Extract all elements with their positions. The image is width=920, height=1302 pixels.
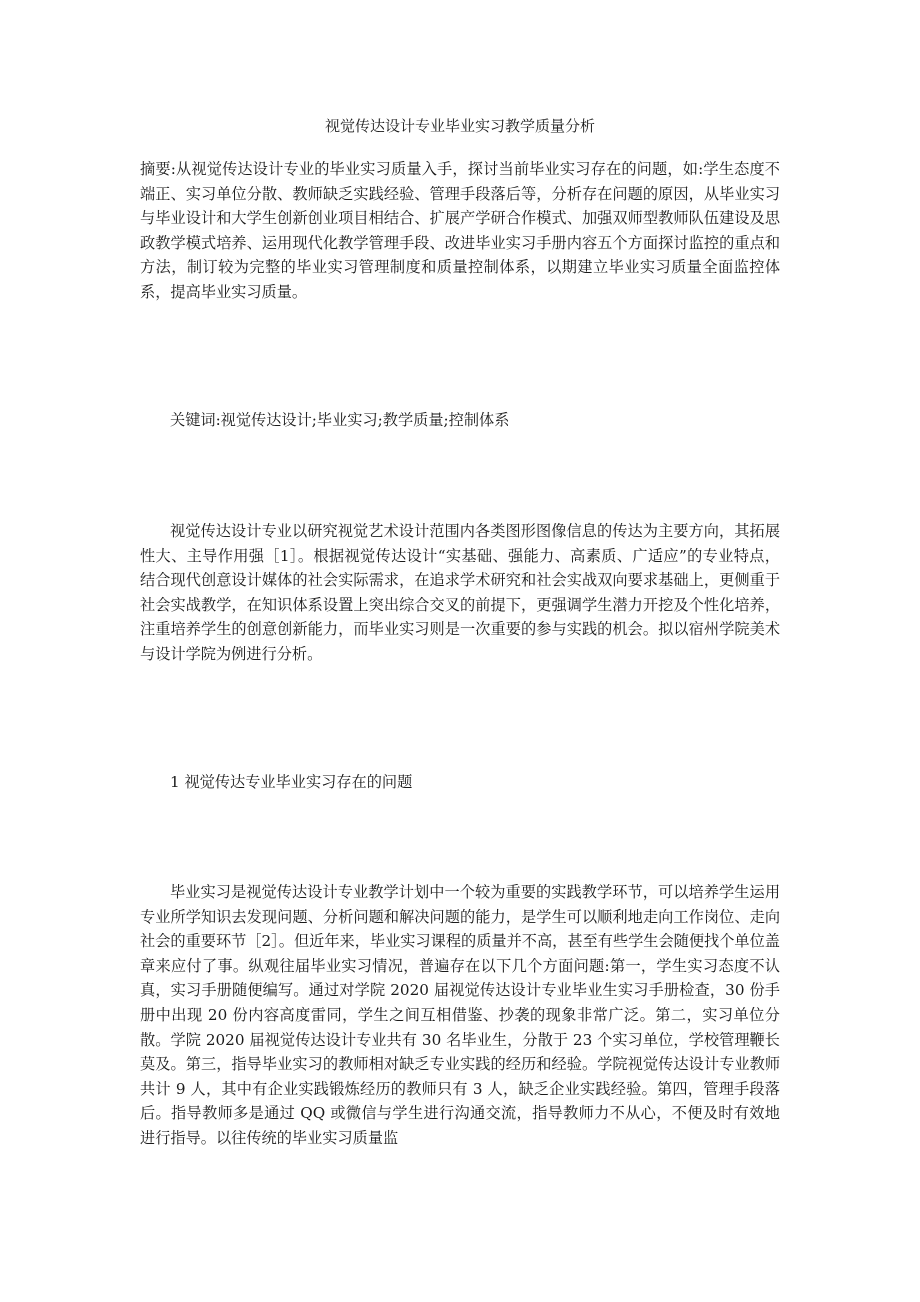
keywords-paragraph: 关键词:视觉传达设计;毕业实习;教学质量;控制体系	[170, 411, 510, 429]
document-title: 视觉传达设计专业毕业实习教学质量分析	[324, 117, 595, 135]
abstract-paragraph: 摘要:从视觉传达设计专业的毕业实习质量入手，探讨当前毕业实习存在的问题，如:学生态度不端正、实习单位分散、教师缺乏实践经验、管理手段落后等，分析存在问题的原因，从毕业实习与毕业设计和大学生创新创业项目相结合、扩展产学研合作模式、加强双师型教师队伍建设及思政教学模式培养、运用现代化教学管理手段、改进毕业实习手册内容五个方面探讨监控的重点和方法，制订较为完整的毕业实习管理制度和质量控制体系，以期建立毕业实习质量全面监控体系，提高毕业实习质量。	[140, 160, 780, 301]
section-body-paragraph: 毕业实习是视觉传达设计专业教学计划中一个较为重要的实践教学环节，可以培养学生运用专业所学知识去发现问题、分析问题和解决问题的能力，是学生可以顺利地走向工作岗位、走向社会的重要环节［2］。但近年来，毕业实习课程的质量并不高，甚至有些学生会随便找个单位盖章来应付了事。纵观往届毕业实习情况，普遍存在以下几个方面问题:第一，学生实习态度不认真，实习手册随便编写。通过对学院 2020 届视觉传达设计专业毕业生实习手册检查，30 份手册中出现 20 份内容高度雷同，学生之间互相借鉴、抄袭的现象非常广泛。第二，实习单位分散。学院 2020 届视觉传达设计专业共有 30 名毕业生，分散于 23 个实习单位，学校管理鞭长莫及。第三，指导毕业实习的教师相对缺乏专业实践的经历和经验。学院视觉传达设计专业教师共计 9 人，其中有企业实践锻炼经历的教师只有 3 人，缺乏企业实践经验。第四，管理手段落后。指导教师多是通过 QQ 或微信与学生进行沟通交流，指导教师力不从心，不便及时有效地进行指导。以往传统的毕业实习质量监	[140, 883, 780, 1147]
section-heading: 1 视觉传达专业毕业实习存在的问题	[170, 773, 413, 791]
intro-paragraph: 视觉传达设计专业以研究视觉艺术设计范围内各类图形图像信息的传达为主要方向，其拓展性大、主导作用强［1］。根据视觉传达设计“实基础、强能力、高素质、广适应”的专业特点，结合现代创意设计媒体的社会实际需求，在追求学术研究和社会实战双向要求基础上，更侧重于社会实战教学，在知识体系设置上突出综合交叉的前提下，更强调学生潜力开挖及个性化培养，注重培养学生的创意创新能力，而毕业实习则是一次重要的参与实践的机会。拟以宿州学院美术与设计学院为例进行分析。	[140, 522, 780, 663]
